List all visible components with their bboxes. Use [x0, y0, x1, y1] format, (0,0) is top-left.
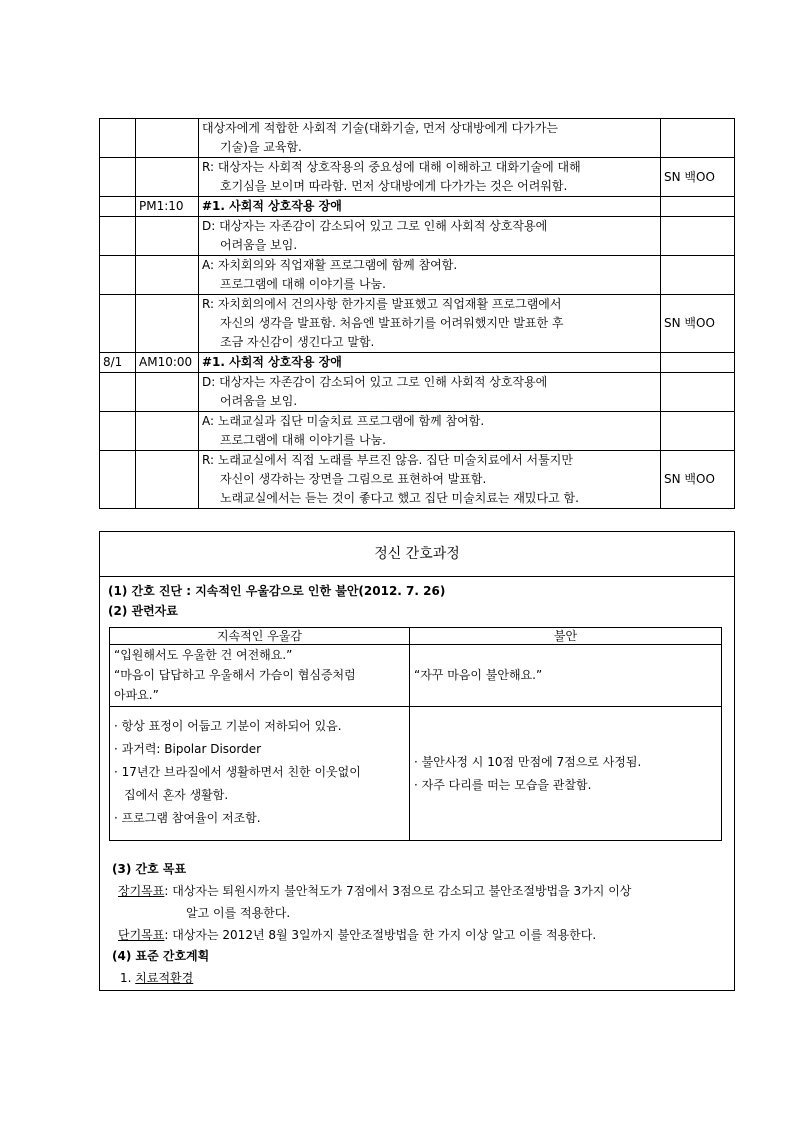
note-line: 노래교실에서는 듣는 것이 좋다고 했고 집단 미술치료는 재밌다고 함. [220, 491, 579, 505]
note-date [100, 119, 136, 158]
note-date [100, 412, 136, 451]
note-line: D: 대상자는 자존감이 감소되어 있고 그로 인해 사회적 상호작용에 [202, 375, 548, 389]
note-time [136, 256, 199, 295]
note-date [100, 256, 136, 295]
note-line: 호기심을 보이며 따라함. 먼저 상대방에게 다가가는 것은 어려워함. [220, 179, 568, 193]
note-content [199, 373, 661, 412]
note-date [100, 451, 136, 509]
note-time: AM10:00 [136, 353, 199, 373]
note-row [100, 295, 735, 353]
note-time [136, 158, 199, 197]
note-content [199, 256, 661, 295]
long-term-goal-cont: 알고 이를 적용한다. [186, 906, 291, 920]
note-line: R: 대상자는 사회적 상호작용의 중요성에 대해 이해하고 대화기술에 대해 [202, 160, 581, 174]
header-anxiety: 불안 [410, 628, 722, 645]
long-term-goal: 장기목표: 대상자는 퇴원시까지 불안척도가 7점에서 3점으로 감소되고 불안조절방법을 3가지 이상 [118, 884, 632, 898]
note-line: 어려움을 보임. [220, 238, 298, 252]
note-date: 8/1 [100, 353, 136, 373]
note-line: 프로그램에 대해 이야기를 나눔. [220, 433, 386, 447]
subjective-depression: “입원해서도 우울한 건 여전해요.” “마음이 답답하고 우울해서 가슴이 협심증처럼 아파요.” [110, 645, 410, 707]
note-time [136, 217, 199, 256]
note-content [199, 197, 661, 217]
process-title: 정신 간호과정 [100, 532, 734, 577]
note-signature [661, 119, 735, 158]
note-row [100, 353, 735, 373]
note-line: 대상자에게 적합한 사회적 기술(대화기술, 먼저 상대방에게 다가가는 [202, 121, 558, 135]
note-row [100, 373, 735, 412]
note-line: 어려움을 보임. [220, 394, 298, 408]
note-signature: SN 백OO [661, 295, 735, 353]
objective-depression: · 항상 표정이 어둡고 기분이 저하되어 있음. · 과거력: Bipolar Disorder · 17년간 브라질에서 생활하면서 친한 이웃없이 집에서 혼자 생활함. · 프로그램 참여율이 저조함. [110, 707, 410, 841]
note-content [199, 295, 661, 353]
note-row [100, 217, 735, 256]
note-time [136, 451, 199, 509]
plan-heading: (4) 표준 간호계획 [112, 949, 210, 963]
note-row [100, 158, 735, 197]
goals-heading: (3) 간호 목표 [112, 862, 187, 876]
note-signature: SN 백OO [661, 451, 735, 509]
related-data-heading: (2) 관련자료 [108, 604, 178, 618]
note-signature [661, 412, 735, 451]
header-depression: 지속적인 우울감 [110, 628, 410, 645]
note-content [199, 353, 661, 373]
note-date [100, 295, 136, 353]
related-data-table [109, 627, 722, 841]
note-date [100, 197, 136, 217]
note-line: A: 자치회의와 직업재활 프로그램에 함께 참여함. [202, 258, 458, 272]
note-signature [661, 197, 735, 217]
note-line: D: 대상자는 자존감이 감소되어 있고 그로 인해 사회적 상호작용에 [202, 219, 548, 233]
note-signature: SN 백OO [661, 158, 735, 197]
note-line: 자신의 생각을 발표함. 처음엔 발표하기를 어려워했지만 발표한 후 [220, 316, 564, 330]
note-line: 기술)을 교육함. [220, 140, 302, 154]
note-time [136, 295, 199, 353]
note-signature [661, 353, 735, 373]
note-date [100, 158, 136, 197]
subjective-anxiety: “자꾸 마음이 불안해요.” [410, 645, 722, 707]
note-time [136, 412, 199, 451]
note-line: 프로그램에 대해 이야기를 나눔. [220, 277, 386, 291]
objective-anxiety: · 불안사정 시 10점 만점에 7점으로 사정됨. · 자주 다리를 떠는 모습을 관찰함. [410, 707, 722, 841]
note-signature [661, 373, 735, 412]
note-content [199, 451, 661, 509]
note-date [100, 217, 136, 256]
note-content [199, 158, 661, 197]
note-signature [661, 256, 735, 295]
note-row [100, 412, 735, 451]
note-content [199, 119, 661, 158]
note-row [100, 256, 735, 295]
nursing-notes-table [99, 118, 735, 509]
note-line: R: 자치회의에서 건의사항 한가지를 발표했고 직업재활 프로그램에서 [202, 297, 562, 311]
note-line: A: 노래교실과 집단 미술치료 프로그램에 함께 참여함. [202, 414, 485, 428]
note-row [100, 451, 735, 509]
note-line: #1. 사회적 상호작용 장애 [202, 199, 342, 213]
note-content [199, 217, 661, 256]
plan-item: 1. 치료적환경 [120, 971, 194, 985]
note-content [199, 412, 661, 451]
note-signature [661, 217, 735, 256]
note-row [100, 119, 735, 158]
note-line: 조금 자신감이 생긴다고 말함. [220, 335, 375, 349]
note-line: 자신이 생각하는 장면을 그림으로 표현하여 발표함. [220, 472, 487, 486]
note-time [136, 373, 199, 412]
note-time [136, 119, 199, 158]
short-term-goal: 단기목표: 대상자는 2012년 8월 3일까지 불안조절방법을 한 가지 이상 알고 이를 적용한다. [118, 928, 597, 942]
note-time: PM1:10 [136, 197, 199, 217]
note-line: #1. 사회적 상호작용 장애 [202, 355, 342, 369]
note-row [100, 197, 735, 217]
nursing-process-box [99, 531, 735, 991]
nursing-diagnosis: (1) 간호 진단 : 지속적인 우울감으로 인한 불안(2012. 7. 26) [108, 584, 446, 598]
note-date [100, 373, 136, 412]
note-line: R: 노래교실에서 직접 노래를 부르진 않음. 집단 미술치료에서 서툴지만 [202, 453, 573, 467]
